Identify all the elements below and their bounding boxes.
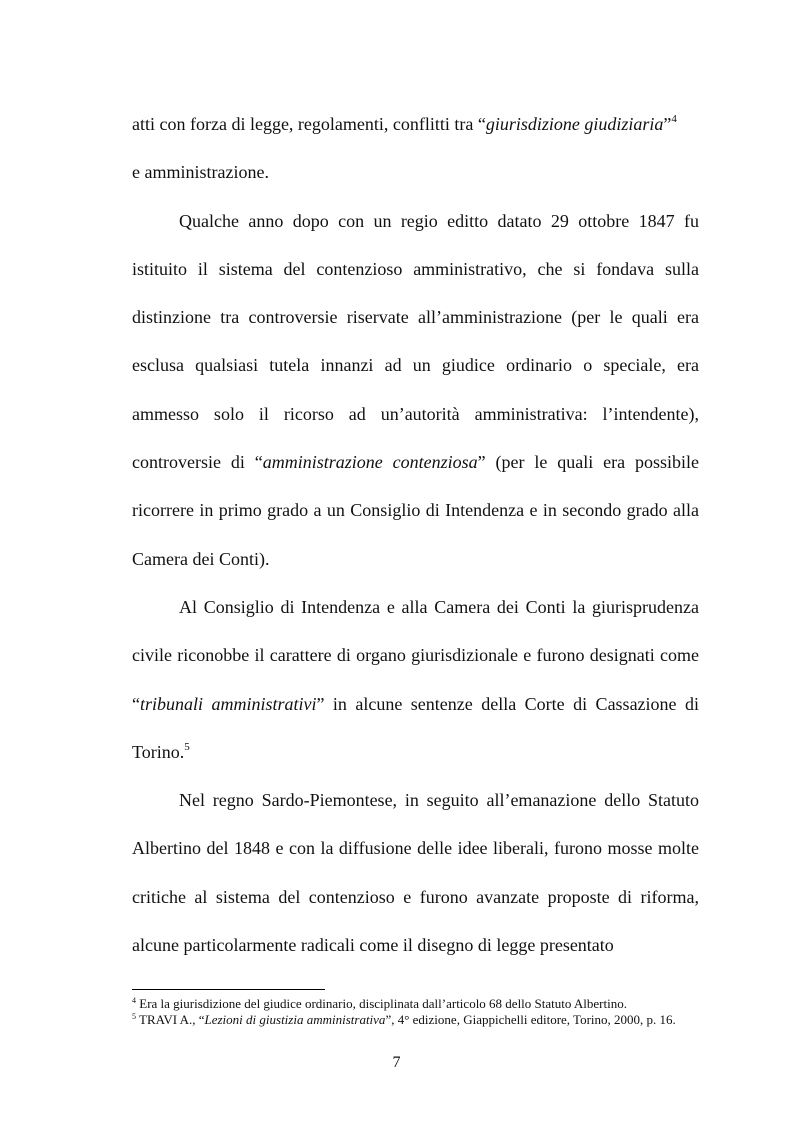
footnote-title: Lezioni di giustizia amministrativa (204, 1012, 386, 1027)
body-text (132, 100, 699, 969)
footnote-marker[interactable]: 4 (671, 113, 677, 125)
text-span: atti con forza di legge, regolamenti, conflitti tra “ (132, 114, 486, 134)
footnote-4 (132, 996, 732, 1012)
paragraph (132, 776, 699, 969)
italic-term: tribunali amministrativi (140, 693, 317, 714)
text-span: e amministrazione. (132, 162, 269, 183)
footnote-marker[interactable]: 5 (184, 740, 190, 753)
paragraph (132, 197, 699, 583)
text-span: ” in alcune sentenze della Corte di Cassazione di Torino. (132, 693, 699, 762)
footnote-5 (132, 1012, 732, 1028)
page-number: 7 (392, 1054, 401, 1071)
footnote-number: 5 (132, 1012, 136, 1021)
paragraph (132, 583, 699, 776)
text-span: Qualche anno dopo con un regio editto datato 29 ottobre 1847 fu istituito il sistema del contenzioso amministrativo, che si fondava sulla distinzione tra controversie riservate all’amministrazione (per le quali era esclusa qualsiasi tutela innanzi ad un giudice ordinario o speciale, era ammesso solo il ricorso ad un’autorità amministrativa: l’intendente), controversie di “ (132, 210, 699, 473)
text-span: ” (per le quali era possibile ricorrere in primo grado a un Consiglio di Intendenza e in secondo grado alla Camera dei Conti). (132, 452, 699, 569)
text-span: Al Consiglio di Intendenza e alla Camera dei Conti la giurisprudenza civile riconobbe il carattere di organo giurisdizionale e furono designati come “ (132, 596, 699, 714)
footnotes (132, 996, 732, 1028)
text-span: Nel regno Sardo-Piemontese, in seguito all’emanazione dello Statuto Albertino del 1848 e con la diffusione delle idee liberali, furono mosse molte critiche al sistema del contenzioso e furono avanzate proposte di riforma, alcune particolarmente radicali come il disegno di legge presentato (132, 790, 699, 956)
text-span: ” (663, 114, 672, 134)
footnote-text: Era la giurisdizione del giudice ordinario, disciplinata dall’articolo 68 dello Statuto Albertino. (136, 996, 627, 1011)
paragraph (132, 100, 699, 197)
footnote-text: TRAVI A., “ (136, 1012, 205, 1027)
italic-term: giurisdizione giudiziaria (485, 114, 664, 134)
footnote-separator (132, 989, 325, 990)
italic-term: amministrazione contenziosa (262, 452, 478, 473)
footnote-text: ”, 4° edizione, Giappichelli editore, Torino, 2000, p. 16. (385, 1012, 676, 1027)
footnote-number: 4 (132, 996, 136, 1005)
